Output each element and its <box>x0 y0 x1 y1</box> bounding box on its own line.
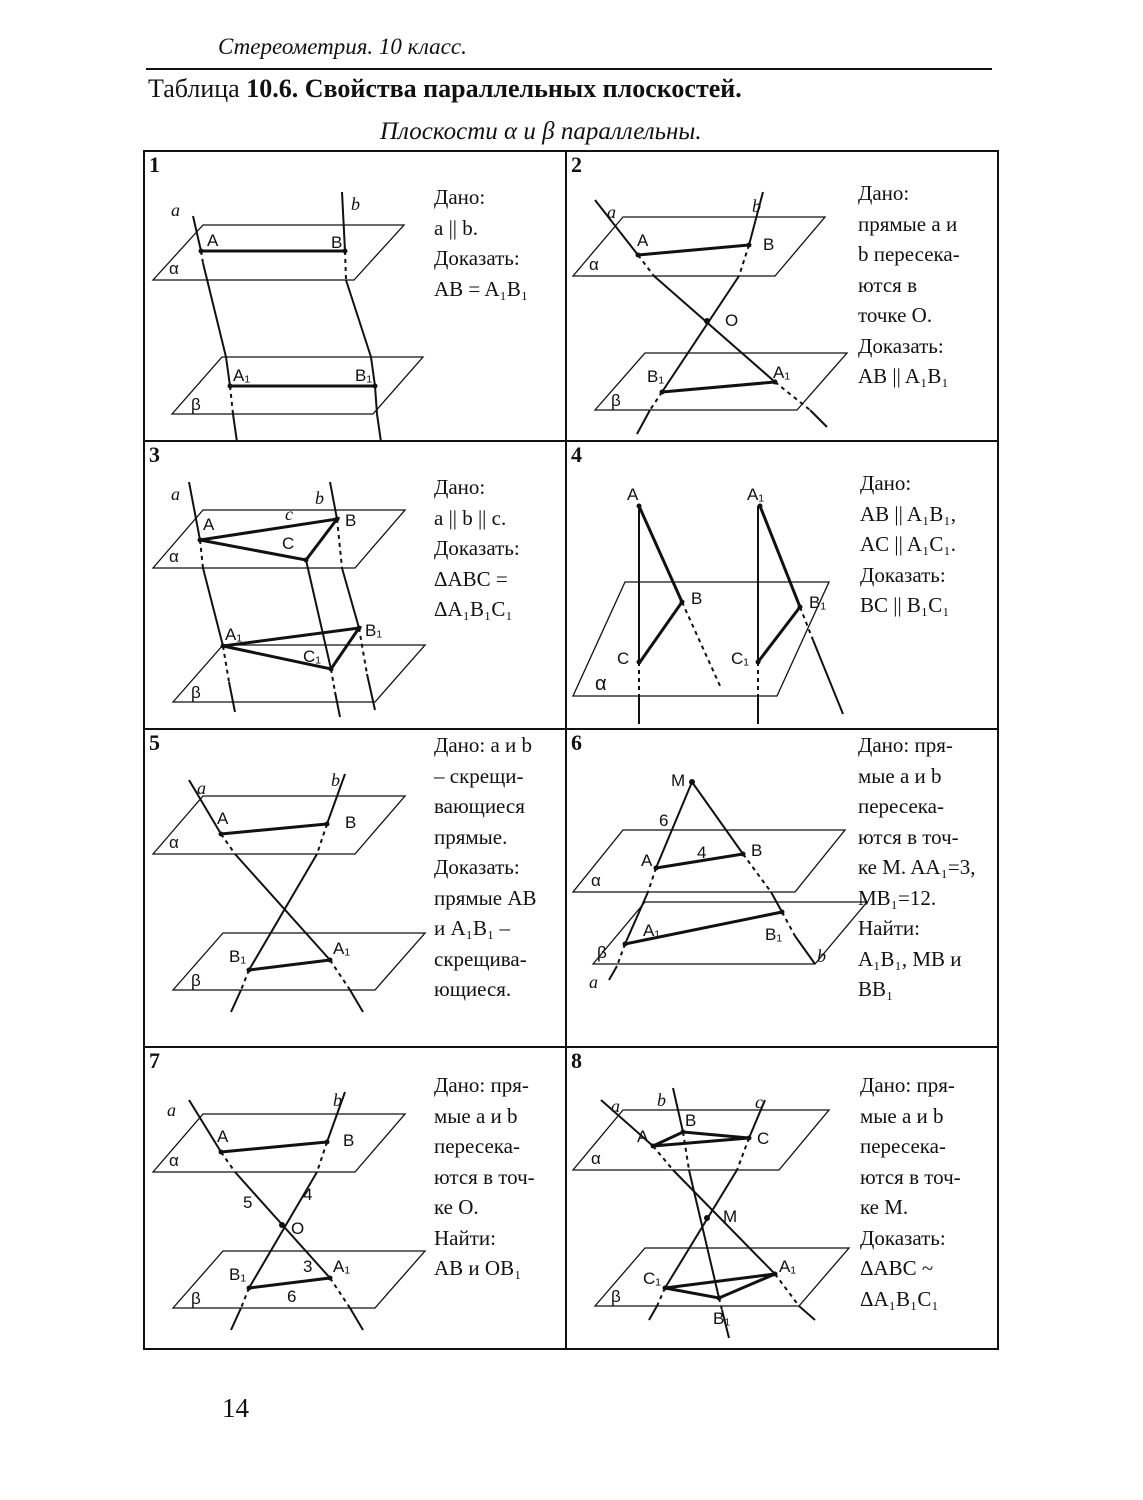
cell-text: Дано: a и b – скрещи- вающиеся прямые. Доказать: прямые AB и A₁B₁ – скрещива- ющиеся. <box>434 733 537 1001</box>
table-cell-6 <box>565 728 999 1048</box>
label-B1: B₁ <box>365 621 383 640</box>
cell-text: Дано: a || b. Доказать: AB = A₁B₁ <box>434 185 529 301</box>
plane-beta <box>173 1251 425 1308</box>
label-beta: β <box>611 391 621 410</box>
label-C1: C₁ <box>643 1269 662 1288</box>
label-A1: A₁ <box>643 921 661 940</box>
label-A: A <box>637 231 649 250</box>
label-B: B <box>345 511 357 530</box>
label-a: a <box>171 200 180 220</box>
cell-number: 7 <box>149 1048 160 1073</box>
label-A1: A₁ <box>333 1257 351 1276</box>
cell-number: 8 <box>571 1048 582 1073</box>
label-M: M <box>723 1207 738 1226</box>
line-b <box>330 482 337 519</box>
label-beta: β <box>191 395 201 414</box>
segment-ab <box>639 506 682 602</box>
table-cell-2 <box>565 150 999 442</box>
label-b: b <box>657 1090 666 1110</box>
label-B1: B₁ <box>355 366 373 385</box>
label-B1: B₁ <box>809 593 827 612</box>
triangle-abc <box>200 519 337 560</box>
label-A: A <box>207 231 219 250</box>
label-A1: A₁ <box>747 485 765 504</box>
table-title <box>148 74 742 104</box>
label-a: a <box>589 972 598 992</box>
label-alpha: α <box>169 547 179 566</box>
line-a <box>595 200 638 255</box>
segment-ab <box>638 245 749 255</box>
segment-ab <box>221 824 327 834</box>
label-b: b <box>331 770 340 790</box>
segment-ab <box>221 1142 327 1152</box>
label-C: C <box>282 534 295 553</box>
table-cell-7 <box>143 1046 567 1350</box>
label-O: O <box>291 1219 305 1238</box>
label-C: C <box>617 649 630 668</box>
label-A: A <box>627 485 639 504</box>
plane-alpha <box>153 510 405 568</box>
label-A1: A₁ <box>779 1257 797 1276</box>
cell-text: Дано: AB || A₁B₁, AC || A₁C₁. Доказать: BC || B₁C₁ <box>860 471 956 617</box>
table-cell-3 <box>143 440 567 730</box>
segment-a1b1 <box>662 382 775 392</box>
plane-alpha <box>153 1114 405 1172</box>
line-b <box>342 192 345 251</box>
label-b: b <box>351 194 360 214</box>
label-A1: A₁ <box>773 363 791 382</box>
segment-b1c1 <box>758 607 800 662</box>
label-6: 6 <box>659 811 669 830</box>
cell-number: 3 <box>149 442 160 467</box>
label-B: B <box>343 1131 355 1150</box>
label-B: B <box>763 235 775 254</box>
cell-text: Дано: пря- мые a и b пересека- ются в точ- ке M. Доказать: ΔABC ~ ΔA₁B₁C₁ <box>860 1073 961 1311</box>
label-beta: β <box>191 971 201 990</box>
label-alpha: α <box>169 259 179 278</box>
properties-table <box>143 150 999 1350</box>
plane-alpha <box>153 796 405 854</box>
triangle-abc <box>653 1132 749 1146</box>
plane-beta <box>595 353 847 410</box>
label-alpha: α <box>589 255 599 274</box>
label-A: A <box>203 515 215 534</box>
label-a: a <box>167 1100 176 1120</box>
page-number: 14 <box>222 1393 249 1423</box>
label-A1: A₁ <box>225 625 243 644</box>
label-B1: B₁ <box>765 925 783 944</box>
triangle-a1b1c1 <box>223 628 359 669</box>
label-a: a <box>607 202 616 222</box>
label-B: B <box>345 813 357 832</box>
plane-beta <box>173 933 425 990</box>
label-3: 3 <box>303 1257 313 1276</box>
header-rule <box>146 68 992 70</box>
table-cell-4 <box>565 440 999 730</box>
label-beta: β <box>191 683 201 702</box>
label-C: C <box>757 1129 770 1148</box>
label-beta: β <box>611 1287 621 1306</box>
cell-text: Дано: пря- мые a и b пересека- ются в точ- ке M. AA₁=3, MB₁=12. Найти: A₁B₁, MB и BB₁ <box>858 733 976 1001</box>
cell-number: 5 <box>149 730 160 755</box>
label-b: b <box>817 946 826 966</box>
label-C1: C₁ <box>731 649 750 668</box>
plane-alpha <box>573 830 845 892</box>
segment-a1b1 <box>760 506 800 607</box>
label-alpha: α <box>591 871 601 890</box>
label-5: 5 <box>243 1193 253 1212</box>
label-A: A <box>637 1127 649 1146</box>
label-6: 6 <box>287 1287 297 1306</box>
label-4: 4 <box>303 1185 313 1204</box>
label-alpha: α <box>169 1151 179 1170</box>
line-a <box>193 216 201 251</box>
cell-text: Дано: прямые a и b пересека- ются в точке O. Доказать: AB || A₁B₁ <box>858 181 960 388</box>
label-a: a <box>171 484 180 504</box>
label-M: M <box>671 771 686 790</box>
label-B: B <box>691 589 703 608</box>
label-A1: A₁ <box>333 939 351 958</box>
segment-bc <box>640 602 682 662</box>
cell-text: Дано: пря- мые a и b пересека- ются в точ- ке O. Найти: AB и OB₁ <box>434 1073 535 1280</box>
label-B1: B₁ <box>713 1309 731 1328</box>
label-B1: B₁ <box>229 1265 247 1284</box>
table-label: Таблица <box>148 74 240 103</box>
label-a: a <box>197 778 206 798</box>
label-alpha: α <box>169 833 179 852</box>
label-A: A <box>641 851 653 870</box>
cell-number: 4 <box>571 442 582 467</box>
label-b: b <box>752 196 761 216</box>
label-B1: B₁ <box>647 367 665 386</box>
table-title-text: 10.6. Свойства параллельных плоскостей. <box>246 74 742 103</box>
label-C1: C₁ <box>303 647 322 666</box>
cell-number: 2 <box>571 152 582 177</box>
plane-beta <box>173 645 425 702</box>
label-B: B <box>685 1111 697 1130</box>
table-cell-1 <box>143 150 567 442</box>
label-A1: A₁ <box>233 366 251 385</box>
label-B: B <box>751 841 763 860</box>
triangle-a1b1c1 <box>665 1274 775 1298</box>
plane-alpha <box>573 217 825 276</box>
plane-alpha <box>573 1110 829 1170</box>
label-alpha: α <box>595 673 607 695</box>
running-head: Стереометрия. 10 класс. <box>218 34 467 59</box>
line-a <box>189 482 200 540</box>
table-subtitle: Плоскости α и β параллельны. <box>380 118 702 145</box>
label-beta: β <box>597 943 607 962</box>
label-a: a <box>611 1096 620 1116</box>
segment-a1b1 <box>249 960 330 970</box>
label-c: c <box>285 504 293 524</box>
cell-text: Дано: a || b || c. Доказать: ΔABC = ΔA₁B₁C₁ <box>434 475 520 621</box>
cell-number: 6 <box>571 730 582 755</box>
label-b: b <box>333 1090 342 1110</box>
table-cell-8 <box>565 1046 999 1350</box>
label-O: O <box>725 311 739 330</box>
label-alpha: α <box>591 1149 601 1168</box>
label-A: A <box>217 809 229 828</box>
label-4: 4 <box>697 843 707 862</box>
table-cell-5 <box>143 728 567 1048</box>
label-beta: β <box>191 1289 201 1308</box>
label-A: A <box>217 1127 229 1146</box>
label-c: c <box>755 1092 763 1112</box>
label-B: B <box>331 233 343 252</box>
cell-number: 1 <box>149 152 160 177</box>
label-b: b <box>315 488 324 508</box>
label-B1: B₁ <box>229 947 247 966</box>
